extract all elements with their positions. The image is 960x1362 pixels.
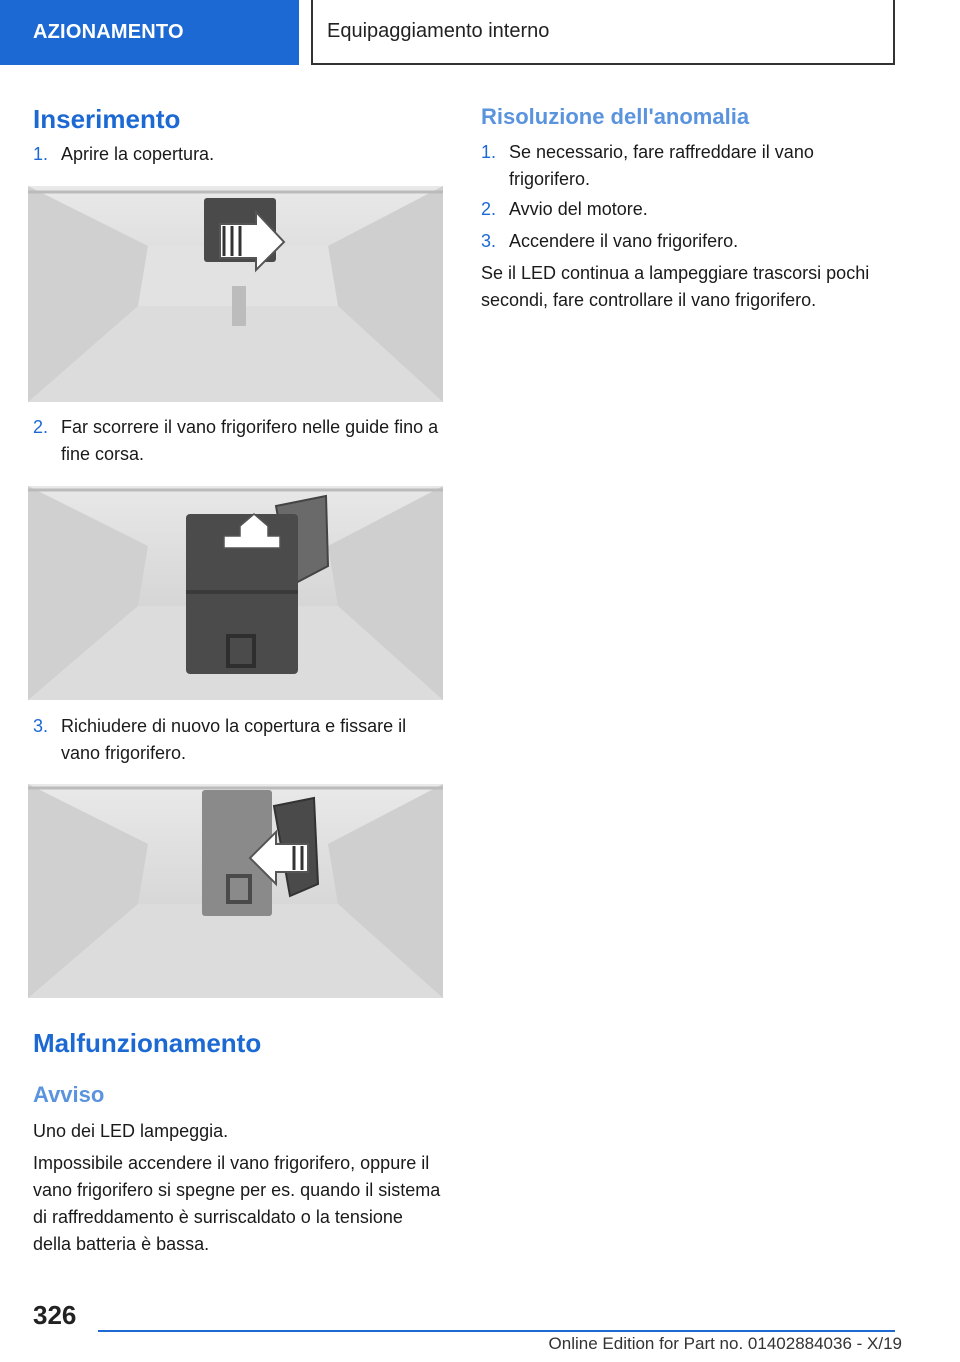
step-number: 1.	[33, 144, 49, 164]
step-text: Se necessario, fare raffreddare il vano frigorifero.	[509, 142, 814, 189]
step-3	[33, 713, 448, 767]
figure-slide-fridge	[28, 486, 443, 700]
step-text: Aprire la copertura.	[61, 144, 215, 164]
step-2	[33, 414, 448, 468]
heading-risoluzione: Risoluzione dell'anomalia	[481, 104, 750, 129]
fix-step-2	[481, 196, 891, 223]
figure-open-cover	[28, 186, 443, 402]
figure-close-cover	[28, 784, 443, 998]
step-text: Accendere il vano frigorifero.	[509, 231, 739, 251]
step-number: 1.	[481, 142, 497, 162]
edition-footer: Online Edition for Part no. 01402884036 - X/19	[548, 1334, 902, 1353]
step-number: 2.	[33, 417, 49, 437]
heading-inserimento: Inserimento	[33, 104, 181, 134]
step-text: Far scorrere il vano frigorifero nelle guide fino a fine corsa.	[61, 417, 439, 464]
step-number: 3.	[33, 716, 49, 736]
footer-rule	[98, 1330, 895, 1332]
notice-text-2: Impossibile accendere il vano frigorifero, oppure il vano frigorifero si spegne per es. quando il sistema di raffreddamento è surriscaldato o la tensione della batteria è bassa.	[33, 1153, 441, 1254]
step-1	[33, 141, 443, 168]
notice-text-1: Uno dei LED lampeggia.	[33, 1121, 229, 1141]
step-number: 2.	[481, 199, 497, 219]
fix-paragraph: Se il LED continua a lampeggiare trascorsi pochi secondi, fare controllare il vano frigorifero.	[481, 263, 870, 310]
chapter-title: Equipaggiamento interno	[311, 0, 895, 65]
step-number: 3.	[481, 231, 497, 251]
step-text: Avvio del motore.	[509, 199, 648, 219]
page-number: 326	[33, 1300, 77, 1330]
heading-malfunzionamento: Malfunzionamento	[33, 1028, 262, 1058]
heading-avviso: Avviso	[33, 1082, 105, 1107]
fix-step-1	[481, 139, 891, 193]
step-text: Richiudere di nuovo la copertura e fissare il vano frigorifero.	[61, 716, 407, 763]
section-tab: AZIONAMENTO	[0, 0, 299, 65]
fix-step-3	[481, 228, 891, 255]
